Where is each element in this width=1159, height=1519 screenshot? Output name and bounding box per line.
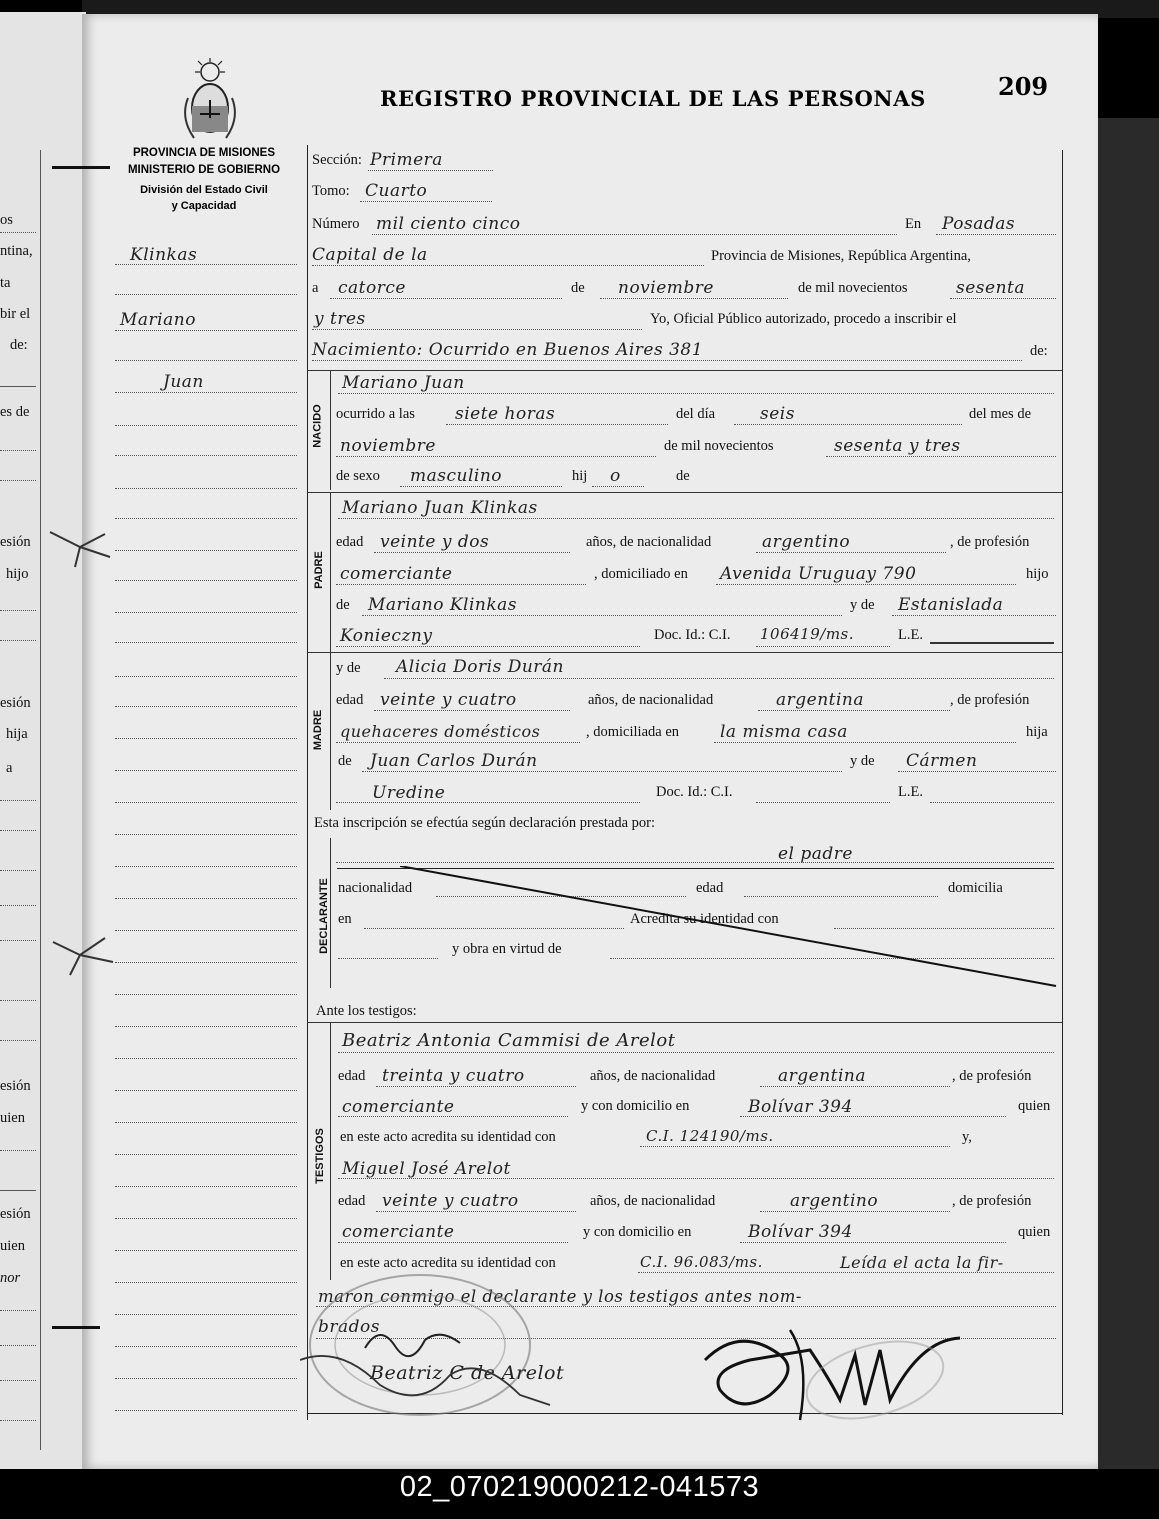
dia-nacido-value: seis xyxy=(760,404,795,424)
testigo2-nac: argentino xyxy=(790,1191,879,1211)
testigo1-doc: C.I. 124190/ms. xyxy=(646,1127,774,1145)
mes-nacido-value: noviembre xyxy=(340,436,436,456)
de-nacido-label: de xyxy=(676,468,690,484)
left-fragment: esión xyxy=(0,1078,31,1094)
numero-value: mil ciento cinco xyxy=(376,214,521,234)
testigo1-acred-label: en este acto acredita su identidad con xyxy=(340,1129,556,1145)
de-end-label: de: xyxy=(1030,343,1048,359)
testigo1-nombre: Beatriz Antonia Cammisi de Arelot xyxy=(342,1030,676,1051)
madre-y-de-label: y de xyxy=(336,660,361,676)
padre-edad-label: edad xyxy=(336,534,364,550)
testigo2-dom-label: y con domicilio en xyxy=(583,1224,692,1240)
padre-hijo-label: hijo xyxy=(1026,566,1049,582)
left-fragment: es de xyxy=(0,404,30,420)
declarante-intro: Esta inscripción se efectúa según declaración prestada por: xyxy=(314,815,656,831)
madre-domicilio: la misma casa xyxy=(720,722,848,742)
left-fragment: os xyxy=(0,212,13,228)
madre-profesion: quehaceres domésticos xyxy=(340,722,541,741)
declarante-en-label: en xyxy=(338,911,352,927)
testigo1-y-label: y, xyxy=(962,1129,972,1145)
left-fragment: uien xyxy=(0,1238,25,1254)
padre-nacionalidad: argentino xyxy=(762,532,851,552)
left-fragment: de: xyxy=(10,337,28,353)
oficial-text: Yo, Oficial Público autorizado, procedo a inscribir el xyxy=(650,311,957,327)
left-fragment: hija xyxy=(6,726,28,742)
division-header: División del Estado Civil xyxy=(140,184,268,196)
testigo2-dom: Bolívar 394 xyxy=(748,1222,853,1242)
nacimiento-value: Nacimiento: Ocurrido en Buenos Aires 381 xyxy=(312,340,704,360)
left-fragment: ta xyxy=(0,275,11,291)
left-fragment: esión xyxy=(0,534,31,550)
testigos-section-label: TESTIGOS xyxy=(313,1128,326,1184)
padre-y-de-label: y de xyxy=(850,597,875,613)
testigo2-prof: comerciante xyxy=(342,1222,455,1242)
hora-value: siete horas xyxy=(455,404,556,424)
cierre-2: maron conmigo el declarante y los testigos antes nom- xyxy=(318,1287,802,1306)
document-title: REGISTRO PROVINCIAL DE LAS PERSONAS xyxy=(380,86,926,111)
madre-madre-de: Cármen xyxy=(906,751,978,771)
left-fragment: esión xyxy=(0,1206,31,1222)
nacido-nombre: Mariano Juan xyxy=(342,373,465,393)
padre-nac-label: años, de nacionalidad xyxy=(586,534,712,550)
form-right-rule xyxy=(1062,150,1063,1415)
numero-label: Número xyxy=(312,216,360,232)
sexo-label: de sexo xyxy=(336,468,380,484)
anio-nacido-value: sesenta y tres xyxy=(834,436,961,456)
madre-y-de2-label: y de xyxy=(850,753,875,769)
tomo-label: Tomo: xyxy=(312,183,350,199)
padre-madre-de-2: Konieczny xyxy=(340,626,433,646)
seccion-value: Primera xyxy=(370,150,443,170)
dia-value: catorce xyxy=(338,278,406,298)
right-dark-edge xyxy=(1098,118,1159,1469)
padre-dom-label: , domiciliado en xyxy=(594,566,688,582)
left-fragment: uien xyxy=(0,1110,25,1126)
binding-clip xyxy=(52,166,110,169)
declarante-nac-label: nacionalidad xyxy=(338,880,413,896)
padre-le-label: L.E. xyxy=(898,627,923,643)
cancel-diagonal-line xyxy=(400,866,1060,990)
hij-label: hij xyxy=(572,468,588,484)
testigo2-nac-label: años, de nacionalidad xyxy=(590,1193,716,1209)
padre-domicilio: Avenida Uruguay 790 xyxy=(720,564,917,584)
nacido-section-label: NACIDO xyxy=(311,404,324,448)
left-fragment: ntina, xyxy=(0,243,33,259)
left-fragment: nor xyxy=(0,1270,21,1286)
signature-beatriz: Beatriz C de Arelot xyxy=(370,1362,565,1384)
del-dia-label: del día xyxy=(676,406,716,422)
anio2-value: y tres xyxy=(314,309,366,329)
provincia-text: Provincia de Misiones, República Argentina, xyxy=(711,248,971,264)
cierre-1: Leída el acta la fir- xyxy=(840,1253,1004,1272)
sexo-value: masculino xyxy=(410,466,503,486)
testigo2-acred-label: en este acto acredita su identidad con xyxy=(340,1255,556,1271)
madre-padre-de: Juan Carlos Durán xyxy=(370,751,538,771)
mes-value: noviembre xyxy=(618,278,714,298)
madre-nombre: Alicia Doris Durán xyxy=(396,657,564,677)
madre-dom-label: , domiciliada en xyxy=(586,724,680,740)
form-left-rule xyxy=(307,145,308,1420)
testigos-intro: Ante los testigos: xyxy=(316,1003,417,1019)
signature-flourish xyxy=(300,1345,560,1415)
testigo1-nac-label: años, de nacionalidad xyxy=(590,1068,716,1084)
margin-name-2: Juan xyxy=(163,372,204,392)
cierre-3: brados xyxy=(318,1317,380,1337)
padre-de-label: de xyxy=(336,597,350,613)
margin-surname: Klinkas xyxy=(130,245,198,265)
declarante-obra-label: y obra en virtud de xyxy=(452,941,562,957)
anio1-value: sesenta xyxy=(956,278,1025,298)
left-page-margin-line xyxy=(40,150,41,1450)
madre-prof-label: , de profesión xyxy=(950,692,1030,708)
padre-padre-de: Mariano Klinkas xyxy=(368,595,518,615)
declarante-section-label: DECLARANTE xyxy=(317,878,330,954)
margin-name-1: Mariano xyxy=(120,310,196,330)
declarante-dom-label: domicilia xyxy=(948,880,1003,896)
declarante-acredita-label: Acredita su identidad con xyxy=(630,911,779,927)
tomo-value: Cuarto xyxy=(365,181,428,201)
testigo1-edad: treinta y cuatro xyxy=(382,1066,525,1086)
staple-mark-icon xyxy=(45,522,115,572)
testigo2-edad-label: edad xyxy=(338,1193,366,1209)
testigo2-doc: C.I. 96.083/ms. xyxy=(640,1253,763,1271)
madre-edad: veinte y cuatro xyxy=(380,690,517,710)
madre-nac-label: años, de nacionalidad xyxy=(588,692,714,708)
testigo1-dom: Bolívar 394 xyxy=(748,1097,853,1117)
left-fragment: a xyxy=(6,760,13,776)
staple-mark-icon xyxy=(45,930,115,980)
padre-section-label: PADRE xyxy=(312,551,325,589)
madre-nacionalidad: argentina xyxy=(776,690,865,710)
testigo1-edad-label: edad xyxy=(338,1068,366,1084)
madre-hija-label: hija xyxy=(1026,724,1048,740)
madre-section-label: MADRE xyxy=(312,709,325,751)
mil-nacido-label: de mil novecientos xyxy=(664,438,774,454)
testigo1-dom-label: y con domicilio en xyxy=(581,1098,690,1114)
testigo1-prof: comerciante xyxy=(342,1097,455,1117)
en-label: En xyxy=(905,216,922,232)
ocurrido-label: ocurrido a las xyxy=(336,406,415,422)
mil-label: de mil novecientos xyxy=(798,280,908,296)
left-fragment: bir el xyxy=(0,306,31,322)
testigo2-nombre: Miguel José Arelot xyxy=(342,1159,511,1179)
madre-doc-label: Doc. Id.: C.I. xyxy=(656,784,733,800)
left-fragment: esión xyxy=(0,695,31,711)
coat-of-arms-icon xyxy=(180,58,240,142)
province-header: PROVINCIA DE MISIONES xyxy=(132,147,276,159)
official-stamp-2-icon xyxy=(800,1330,950,1420)
image-identifier: 02_070219000212-041573 xyxy=(399,1471,760,1503)
hij-suffix: o xyxy=(610,466,621,486)
a-label: a xyxy=(312,280,319,296)
testigo2-quien-label: quien xyxy=(1018,1224,1051,1240)
padre-prof-label: , de profesión xyxy=(950,534,1030,550)
capital-value: Capital de la xyxy=(312,245,428,265)
madre-edad-label: edad xyxy=(336,692,364,708)
madre-madre-de-2: Uredine xyxy=(372,783,446,803)
declarante-edad-label: edad xyxy=(696,880,724,896)
testigo1-quien-label: quien xyxy=(1018,1098,1051,1114)
declarante-nombre: el padre xyxy=(778,844,853,864)
padre-profesion: comerciante xyxy=(340,564,453,584)
padre-edad: veinte y dos xyxy=(380,532,490,552)
testigo1-prof-label: , de profesión xyxy=(952,1068,1032,1084)
testigo2-prof-label: , de profesión xyxy=(952,1193,1032,1209)
madre-de-label: de xyxy=(338,753,352,769)
padre-doc-label: Doc. Id.: C.I. xyxy=(654,627,731,643)
division-header-2: y Capacidad xyxy=(171,200,237,212)
padre-nombre: Mariano Juan Klinkas xyxy=(342,498,538,518)
madre-le-label: L.E. xyxy=(898,784,923,800)
left-fragment: hijo xyxy=(6,566,29,582)
ministry-header: MINISTERIO DE GOBIERNO xyxy=(127,164,281,176)
mes-label: del mes de xyxy=(969,406,1032,422)
en-value: Posadas xyxy=(942,214,1016,234)
testigo1-nac: argentina xyxy=(778,1066,867,1086)
padre-doc: 106419/ms. xyxy=(760,625,855,643)
binding-clip xyxy=(52,1326,100,1329)
page-number: 209 xyxy=(998,72,1049,101)
padre-madre-de: Estanislada xyxy=(898,595,1004,615)
testigo2-edad: veinte y cuatro xyxy=(382,1191,519,1211)
de-label: de xyxy=(571,280,585,296)
seccion-label: Sección: xyxy=(312,152,362,168)
